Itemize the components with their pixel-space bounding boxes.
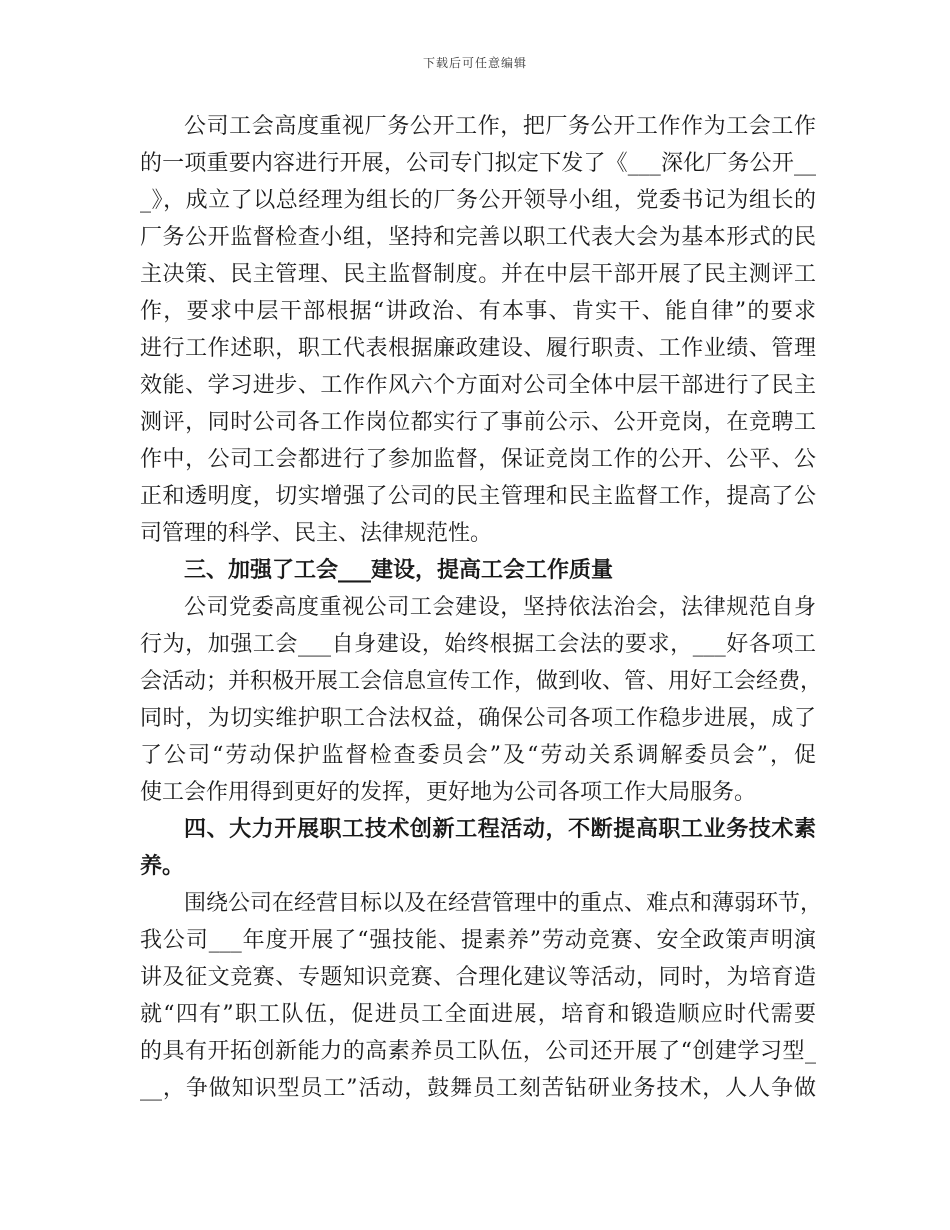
text-line: 围绕公司在经营目标以及在经营管理中的重点、难点和薄弱环节， — [184, 891, 823, 916]
page-header: 下载后可任意编辑 — [422, 56, 527, 70]
text-line: 公司工会高度重视厂务公开工作，把厂务公开工作作为工会工作 — [184, 114, 816, 139]
text-line: 效能、学习进步、工作作风六个方面对公司全体中层干部进行了民主 — [140, 373, 816, 398]
text-line: 作，要求中层干部根据“讲政治、有本事、肯实干、能自律”的要求 — [140, 299, 816, 324]
text-line: 会活动；并积极开展工会信息宣传工作，做到收、管、用好工会经费， — [140, 669, 823, 694]
text-line: 的一项重要内容进行开展，公司专门拟定下发了《___深化厂务公开__ — [140, 151, 816, 176]
text-line: _》，成立了以总经理为组长的厂务公开领导小组，党委书记为组长的 — [140, 188, 816, 213]
text-line: 司管理的科学、民主、法律规范性。 — [140, 521, 493, 546]
section-heading-4: 四、大力开展职工技术创新工程活动，不断提高职工业务技术素 — [184, 816, 816, 842]
text-line: 使工会作用得到更好的发挥，更好地为公司各项工作大局服务。 — [140, 780, 757, 805]
text-line: 进行工作述职，职工代表根据廉政建设、履行职责、工作业绩、管理 — [140, 336, 816, 361]
text-line: 正和透明度，切实增强了公司的民主管理和民主监督工作，提高了公 — [140, 484, 816, 509]
text-line: 主决策、民主管理、民主监督制度。并在中层干部开展了民主测评工 — [140, 262, 816, 287]
text-line: 就“四有”职工队伍，促进员工全面进展，培育和锻造顺应时代需要 — [140, 1002, 816, 1027]
text-line: 同时，为切实维护职工合法权益，确保公司各项工作稳步进展，成了 — [140, 706, 816, 731]
text-line: 厂务公开监督检查小组，坚持和完善以职工代表大会为基本形式的民 — [140, 225, 816, 250]
text-line: 了公司“劳动保护监督检查委员会”及“劳动关系调解委员会”，促 — [140, 743, 816, 768]
document-body — [140, 108, 823, 1107]
text-line: 的具有开拓创新能力的高素养员工队伍，公司还开展了“创建学习型_ — [140, 1039, 816, 1064]
text-line: 我公司___年度开展了“强技能、提素养”劳动竞赛、安全政策声明演 — [140, 928, 816, 953]
text-line: 讲及征文竞赛、专题知识竞赛、合理化建议等活动，同时，为培育造 — [140, 965, 816, 990]
section-heading-4-cont: 养。 — [140, 853, 185, 879]
text-line: 测评，同时公司各工作岗位都实行了事前公示、公开竞岗，在竞聘工 — [140, 410, 816, 435]
text-line: 行为，加强工会___自身建设，始终根据工会法的要求，___好各项工 — [140, 632, 816, 657]
text-line: 作中，公司工会都进行了参加监督，保证竞岗工作的公开、公平、公 — [140, 447, 816, 472]
text-line: __，争做知识型员工”活动，鼓舞员工刻苦钻研业务技术，人人争做 — [140, 1076, 816, 1101]
section-heading-3: 三、加强了工会___建设，提高工会工作质量 — [184, 557, 614, 583]
text-line: 公司党委高度重视公司工会建设，坚持依法治会，法律规范自身 — [184, 595, 816, 620]
